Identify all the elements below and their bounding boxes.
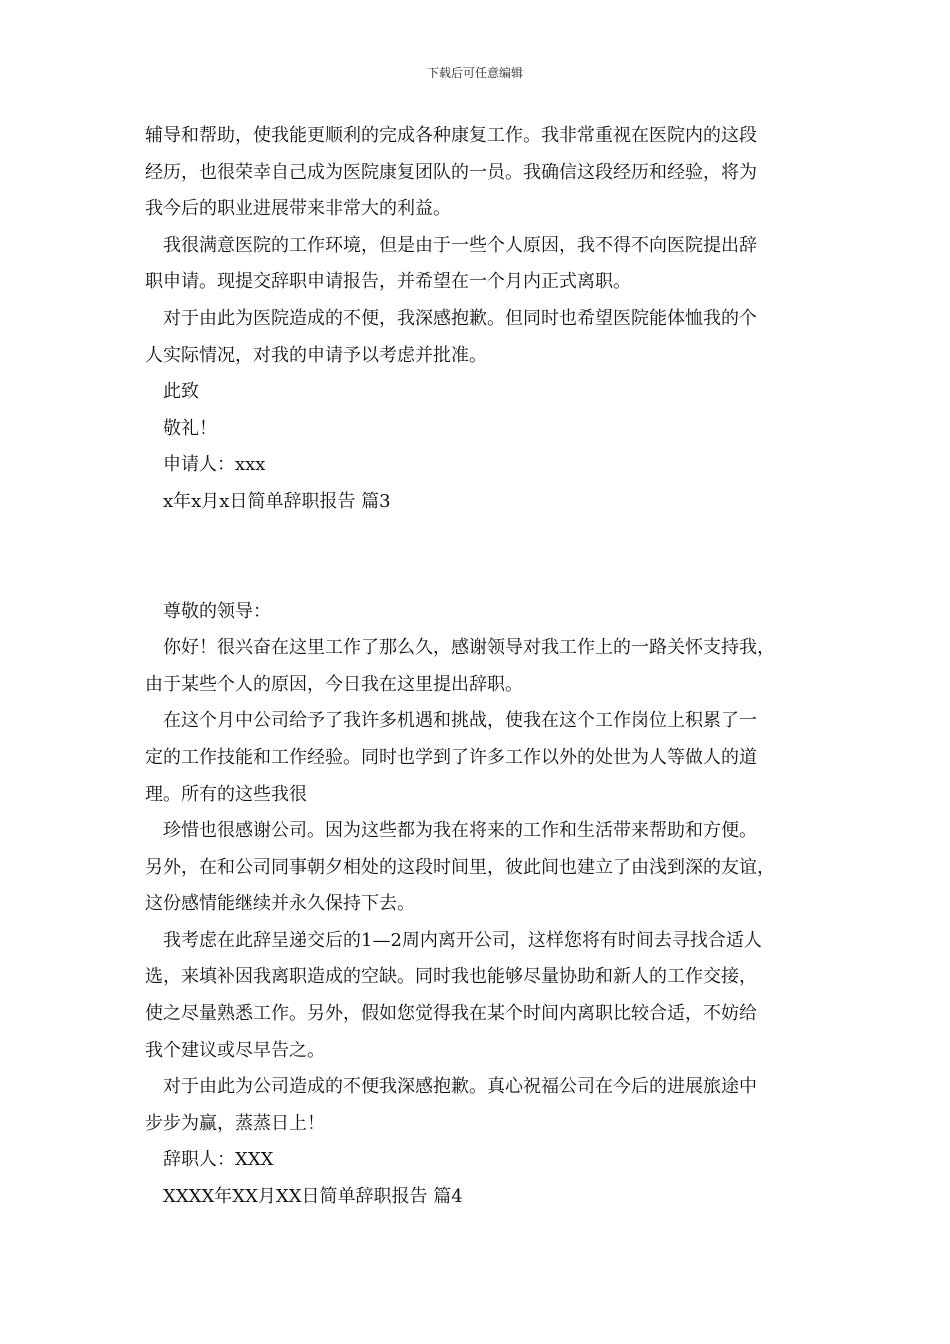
text-line: 我个建议或尽早告之。 [145, 1039, 325, 1061]
text-line: 我考虑在此辞呈递交后的1—2周内离开公司，这样您将有时间去寻找合适人 [163, 929, 762, 951]
text-line: 我很满意医院的工作环境，但是由于一些个人原因，我不得不向医院提出辞 [163, 234, 757, 256]
closing-line: 此致 [163, 381, 199, 403]
text-line: 辅导和帮助，使我能更顺利的完成各种康复工作。我非常重视在医院内的这段 [145, 125, 757, 146]
section-title: XXXX年XX月XX日简单辞职报告 篇4 [163, 1186, 463, 1208]
text-line: 使之尽量熟悉工作。另外，假如您觉得我在某个时间内离职比较合适，不妨给 [145, 1003, 757, 1025]
section-gap [145, 521, 813, 594]
text-line: 另外，在和公司同事朝夕相处的这段时间里，彼此间也建立了由浅到深的友谊， [145, 856, 775, 878]
text-line: 选，来填补因我离职造成的空缺。同时我也能够尽量协助和新人的工作交接， [145, 966, 757, 988]
text-line: 经历，也很荣幸自己成为医院康复团队的一员。我确信这段经历和经验，将为 [145, 161, 757, 183]
text-line: 这份感情能继续并永久保持下去。 [145, 893, 415, 915]
page-header: 下载后可任意编辑 [426, 66, 523, 80]
text-line: 职申请。现提交辞职申请报告，并希望在一个月内正式离职。 [145, 271, 631, 293]
text-line: 对于由此为医院造成的不便，我深感抱歉。但同时也希望医院能体恤我的个 [163, 307, 757, 329]
salutation: 尊敬的领导： [163, 600, 271, 622]
text-line: 我今后的职业进展带来非常大的利益。 [145, 198, 451, 220]
text-line: 定的工作技能和工作经验。同时也学到了许多工作以外的处世为人等做人的道 [145, 746, 757, 768]
signature-line: 辞职人：XXX [163, 1149, 274, 1171]
text-line: 步步为赢，蒸蒸日上！ [145, 1112, 325, 1134]
text-line: 你好！很兴奋在这里工作了那么久，感谢领导对我工作上的一路关怀支持我， [163, 637, 775, 659]
signature-line: 申请人：xxx [163, 454, 266, 476]
text-line: 理。所有的这些我很 [145, 783, 307, 805]
section-title: x年x月x日简单辞职报告 篇3 [163, 490, 391, 512]
text-line: 对于由此为公司造成的不便我深感抱歉。真心祝福公司在今后的进展旅途中 [163, 1076, 757, 1098]
text-line: 珍惜也很感谢公司。因为这些都为我在将来的工作和生活带来帮助和方便。 [163, 820, 757, 842]
text-line: 人实际情况，对我的申请予以考虑并批准。 [145, 344, 487, 366]
closing-line: 敬礼！ [163, 417, 217, 439]
text-line: 由于某些个人的原因，今日我在这里提出辞职。 [145, 673, 523, 695]
document-body [145, 118, 813, 1216]
text-line: 在这个月中公司给予了我许多机遇和挑战，使我在这个工作岗位上积累了一 [163, 710, 757, 732]
